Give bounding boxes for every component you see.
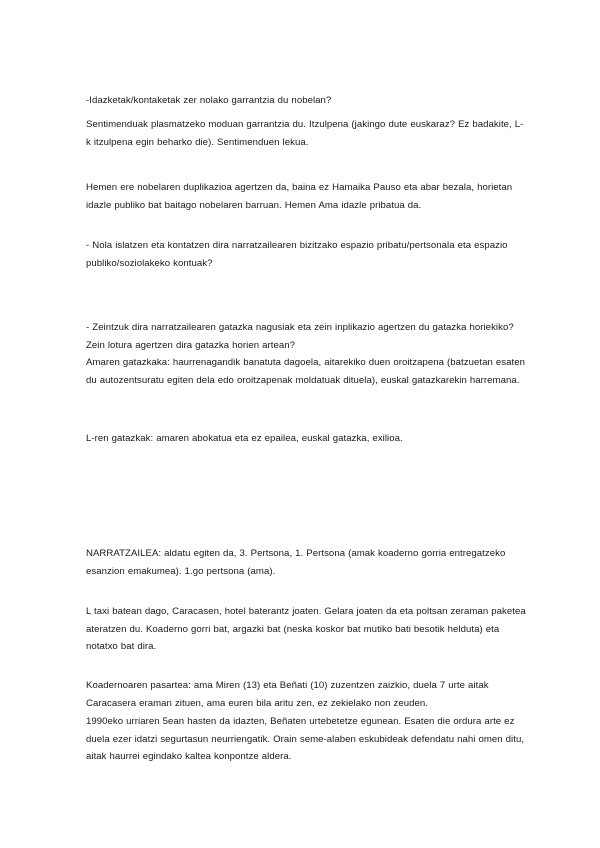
answer-feelings: Sentimenduak plasmatzeko moduan garrantzia du. Itzulpena (jakingo dute euskaraz? Ez badakite, L-k itzulpena egin beharko die). Sentimenduen lekua. bbox=[86, 119, 524, 148]
paragraph-mother-conflicts: Amaren gatazkaka: haurrenagandik banatuta dagoela, aitarekiko duen oroitzapena (batzuetan esaten du autozentsuratu egiten dela edo oroitzapenak moldatuak dituela), euskal gatazkarekin harremana. bbox=[86, 357, 525, 386]
question-private-public-space: - Nola islatzen eta kontatzen dira narratzailearen bizitzako espazio pribatu/pertsonala eta espazio publiko/soziolakeko kontuak? bbox=[86, 240, 508, 269]
paragraph-1990-writing: 1990eko urriaren 5ean hasten da idazten, Beñaten urtebetetze egunean. Esaten die ordura arte ez duela ezer idatzi segurtasun neurriengatik. Orain seme-alaben eskubideak defendatu nahi omen ditu, aitak haurrei egindako kaltea konpontze aldera. bbox=[86, 716, 525, 762]
paragraph-duplication: Hemen ere nobelaren duplikazioa agertzen da, baina ez Hamaika Pauso eta abar bezala, horietan idazle publiko bat baitago nobelaren barruan. Hemen Ama idazle pribatua da. bbox=[86, 182, 513, 211]
question-main-conflicts: - Zeintzuk dira narratzailearen gatazka nagusiak eta zein inplikazio agertzen du gatazka horiekiko? Zein lotura agertzen dira gatazka horien artean? bbox=[86, 322, 514, 351]
paragraph-narrator: NARRATZAILEA: aldatu egiten da, 3. Pertsona, 1. Pertsona (amak koaderno gorria entregatzeko esanzion emakumea). 1.go pertsona (ama). bbox=[86, 548, 506, 577]
paragraph-taxi-caracas: L taxi batean dago, Caracasen, hotel baterantz joaten. Gelara joaten da eta poltsan zeraman paketea ateratzen du. Koaderno gorri bat, argazki bat (neska koskor bat mutiko bati besotik helduta) eta notatxo bat dira. bbox=[86, 606, 526, 652]
paragraph-notebook-excerpt: Koadernoaren pasartea: ama Miren (13) eta Beñati (10) zuzentzen zaizkio, duela 7 urte aitak Caracasera eraman zituen, ama euren bila aritu zen, ez zekielako non zeuden. bbox=[86, 680, 489, 709]
paragraph-l-conflicts: L-ren gatazkak: amaren abokatua eta ez epailea, euskal gatazka, exilioa. bbox=[86, 433, 403, 444]
question-writing-importance: -Idazketak/kontaketak zer nolako garrantzia du nobelan? bbox=[86, 95, 332, 106]
